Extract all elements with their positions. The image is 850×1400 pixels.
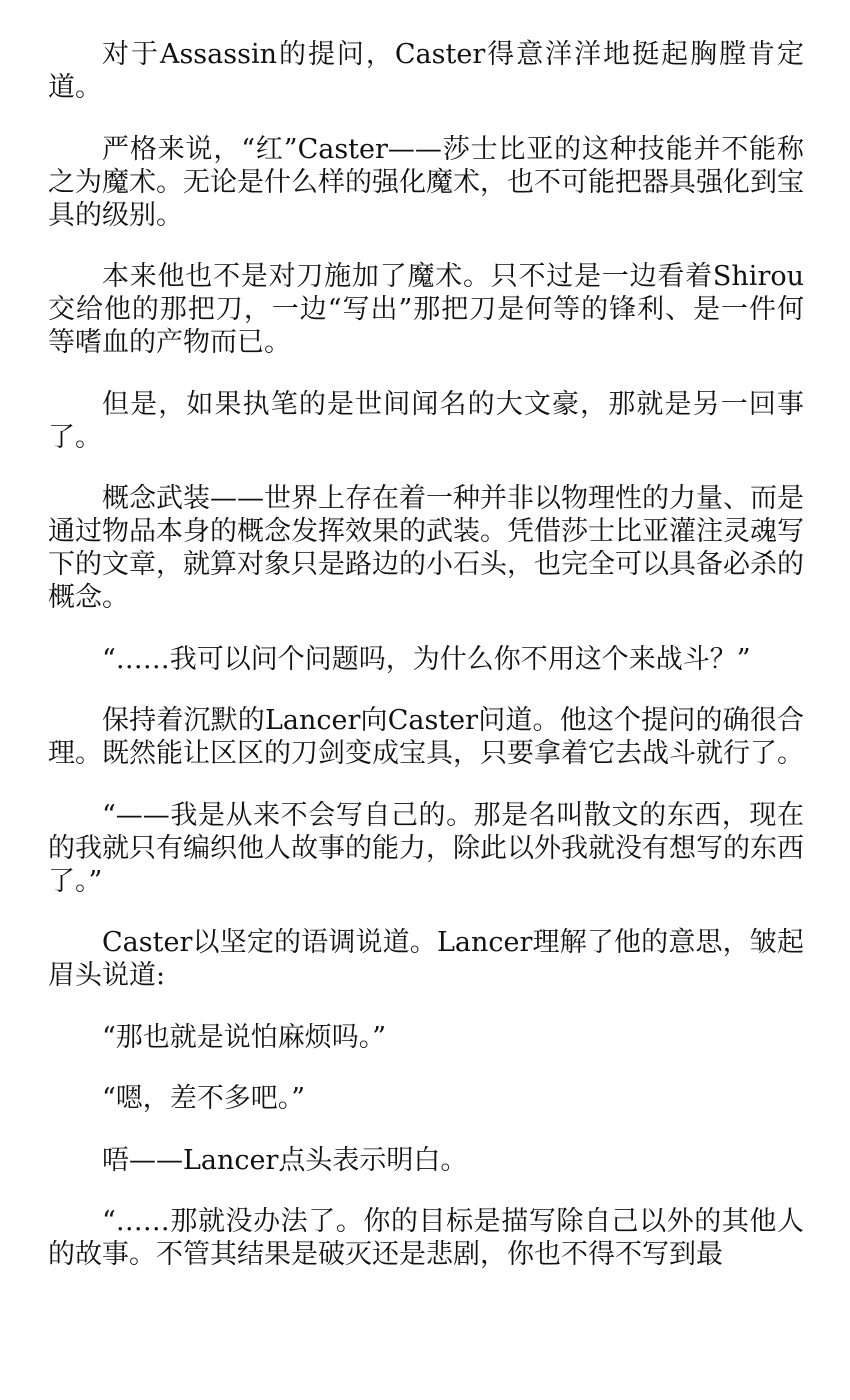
- text-page: [48, 38, 804, 1400]
- paragraph-13: “……那就没办法了。你的目标是描写除自己以外的其他人的故事。不管其结果是破灭还是悲剧，你也不得不写到最: [48, 1206, 804, 1270]
- paragraph-1: 对于Assassin的提问，Caster得意洋洋地挺起胸膛肯定道。: [48, 39, 804, 103]
- paragraph-8: “——我是从来不会写自己的。那是名叫散文的东西，现在的我就只有编织他人故事的能力，除此以外我就没有想写的东西了。”: [48, 799, 804, 897]
- paragraph-10: “那也就是说怕麻烦吗。”: [102, 1021, 387, 1053]
- paragraph-4: 但是，如果执笔的是世间闻名的大文豪，那就是另一回事了。: [48, 388, 804, 453]
- paragraph-7: 保持着沉默的Lancer向Caster问道。他这个提问的确很合理。既然能让区区的刀剑变成宝具，只要拿着它去战斗就行了。: [48, 705, 804, 769]
- paragraph-9: Caster以坚定的语调说道。Lancer理解了他的意思，皱起眉头说道:: [48, 927, 804, 991]
- paragraph-2: 严格来说，“红”Caster——莎士比亚的这种技能并不能称之为魔术。无论是什么样的强化魔术，也不可能把器具强化到宝具的级别。: [48, 133, 804, 231]
- paragraph-3: 本来他也不是对刀施加了魔术。只不过是一边看着Shirou交给他的那把刀，一边“写出”那把刀是何等的锋利、是一件何等嗜血的产物而已。: [48, 261, 804, 358]
- paragraph-12: 唔——Lancer点头表示明白。: [102, 1144, 468, 1176]
- paragraph-6: “……我可以问个问题吗，为什么你不用这个来战斗？”: [102, 643, 751, 675]
- paragraph-11: “嗯，差不多吧。”: [102, 1083, 306, 1114]
- paragraph-5: 概念武装——世界上存在着一种并非以物理性的力量、而是通过物品本身的概念发挥效果的武装。凭借莎士比亚灌注灵魂写下的文章，就算对象只是路边的小石头，也完全可以具备必杀的概念。: [48, 483, 804, 613]
